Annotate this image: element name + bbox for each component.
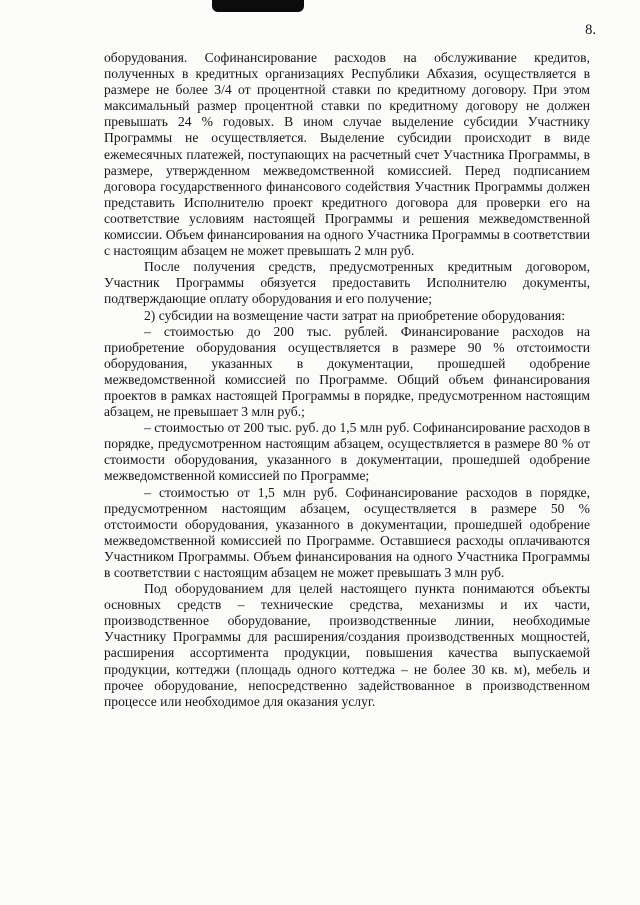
redaction-mark bbox=[212, 0, 304, 12]
page-number: 8. bbox=[585, 22, 596, 38]
list-item: – стоимостью от 1,5 млн руб. Софинансирование расходов в порядке, предусмотренном настоящим абзацем, осуществляется в размере 50 % отстоимости оборудования, указанного в документации, прошедшей одобрение межведомственной комиссией по Программе. Оставшиеся расходы оплачиваются Участником Программы. Объем финансирования на одного Участника Программы в соответствии с настоящим абзацем не может превышать 3 млн руб. bbox=[104, 484, 590, 580]
paragraph: 2) субсидии на возмещение части затрат на приобретение оборудования: bbox=[144, 307, 566, 323]
paragraph: Под оборудованием для целей настоящего пункта понимаются объекты основных средств – технические средства, механизмы и их части, производственное оборудование, производственные линии, необходимые Участнику Программы для расширения/создания производственных мощностей, расширения ассортимента продукции, повышения качества выпускаемой продукции, коттеджи (площадь одного коттеджа – не более 30 кв. м), мебель и прочее оборудование, непосредственно задействованное в производственном процессе или необходимое для оказания услуг. bbox=[104, 581, 590, 709]
paragraph: оборудования. Софинансирование расходов на обслуживание кредитов, полученных в кредитных организациях Республики Абхазия, осуществляется в размере не более 3/4 от процентной ставки по кредитному договору. При этом максимальный размер процентной ставки по кредитному договору не должен превышать 24 % годовых. В ином случае выделение субсидии Участнику Программы не осуществляется. Выделение субсидии происходит в виде ежемесячных платежей, поступающих на расчетный счет Участника Программы, в размере, утвержденном межведомственной комиссией. Перед подписанием договора государственного финансового содействия Участник Программы должен представить Исполнителю проект кредитного договора для проверки его на соответствие условиям настоящей Программы и решения межведомственной комиссии. Объем финансирования на одного Участника Программы в соответствии с настоящим абзацем не может превышать 2 млн руб. bbox=[104, 50, 590, 259]
list-item: – стоимостью до 200 тыс. рублей. Финансирование расходов на приобретение оборудования осуществляется в размере 90 % отстоимости оборудования, указанных в документации, прошедшей одобрение межведомственной комиссией по Программе. Общий объем финансирования проектов в рамках настоящей Программы в порядке, предусмотренном настоящим абзацем, не превышает 3 млн руб.; bbox=[104, 323, 590, 420]
paragraph: После получения средств, предусмотренных кредитным договором, Участник Программы обязуется предоставить Исполнителю документы, подтверждающие оплату оборудования и его получение; bbox=[104, 259, 590, 307]
list-item: – стоимостью от 200 тыс. руб. до 1,5 млн руб. Софинансирование расходов в порядке, предусмотренном настоящим абзацем, осуществляется в размере 80 % от стоимости оборудования, указанного в документации, прошедшей одобрение межведомственной комиссией по Программе; bbox=[104, 420, 590, 484]
document-body bbox=[104, 50, 590, 710]
